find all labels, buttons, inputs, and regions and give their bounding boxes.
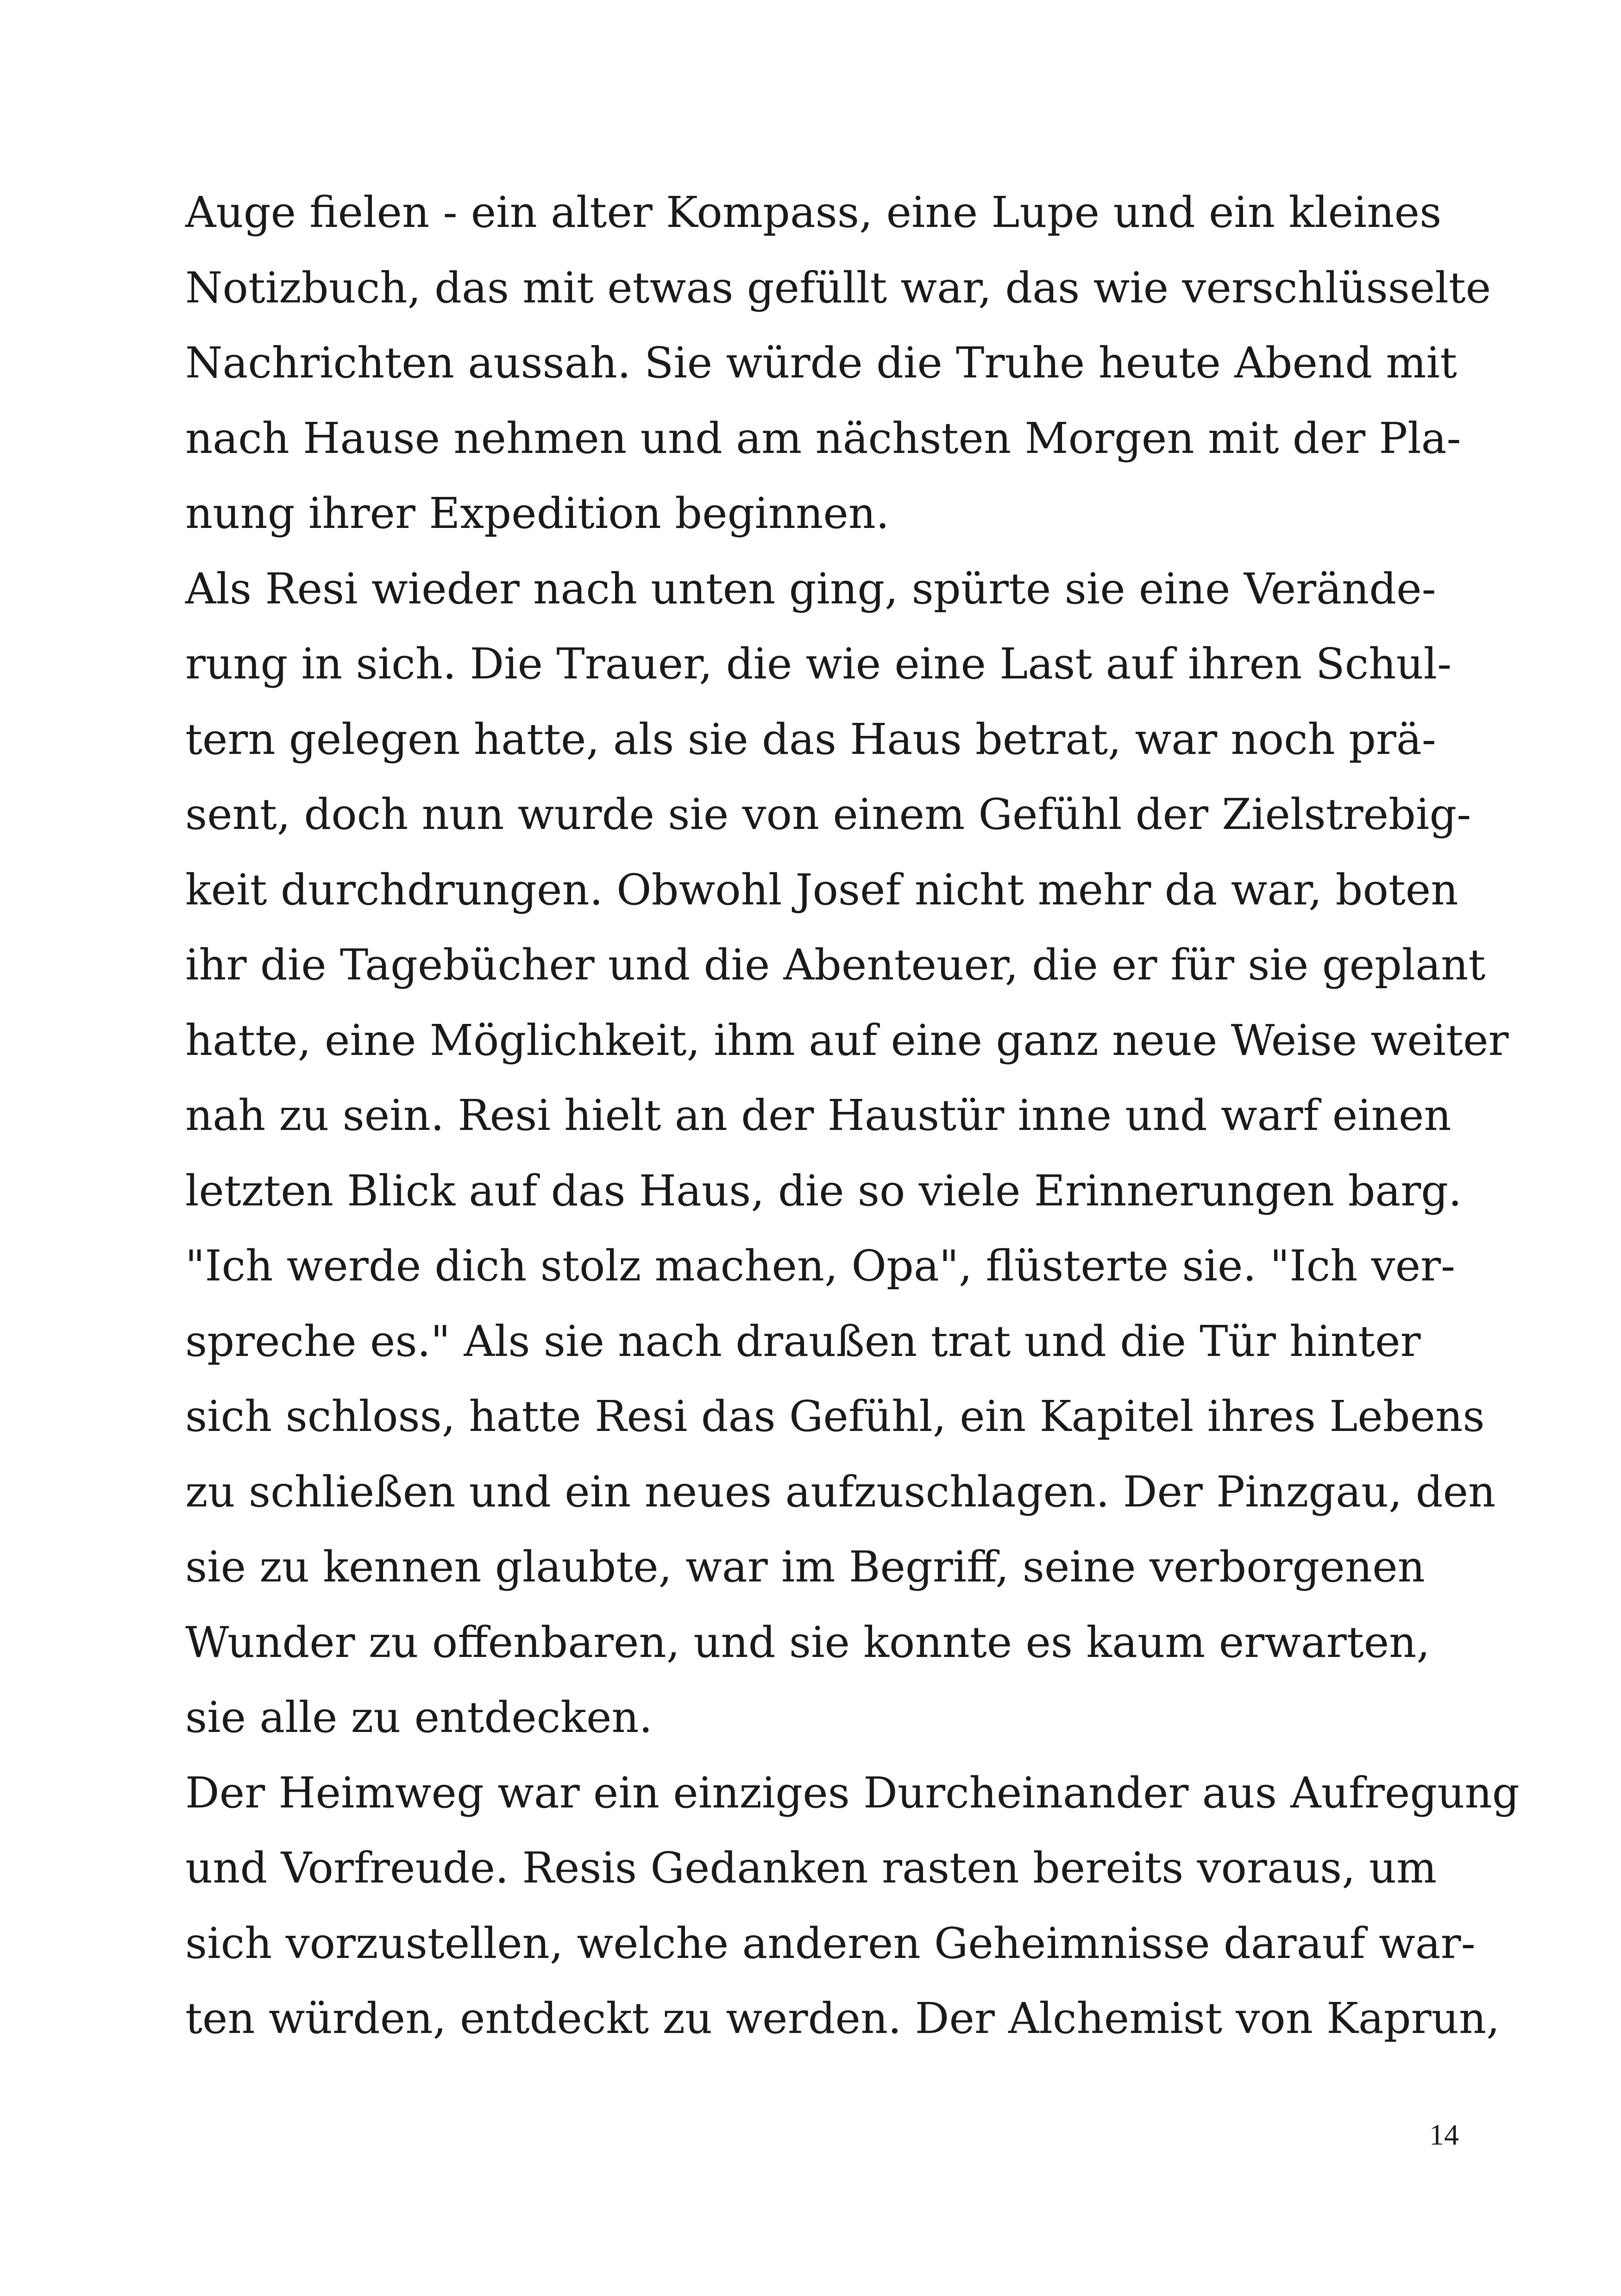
text-line: Wunder zu offenbaren, und sie konnte es kaum erwarten, [185, 1617, 1430, 1667]
text-line: ihr die Tagebücher und die Abenteuer, die er für sie geplant [185, 940, 1486, 990]
text-line: hatte, eine Möglichkeit, ihm auf eine ganz neue Weise weiter [185, 1015, 1509, 1065]
text-line: spreche es." Als sie nach draußen trat und die Tür hinter [185, 1316, 1421, 1366]
text-line: sich vorzustellen, welche anderen Geheimnisse darauf war- [185, 1918, 1476, 1968]
text-line: Der Heimweg war ein einziges Durcheinander aus Aufregung [185, 1768, 1520, 1818]
text-line: Nachrichten aussah. Sie würde die Truhe heute Abend mit [185, 338, 1457, 388]
page-number: 14 [1429, 2118, 1459, 2151]
text-line: sich schloss, hatte Resi das Gefühl, ein Kapitel ihres Lebens [185, 1392, 1485, 1441]
text-line: ten würden, entdeckt zu werden. Der Alchemist von Kaprun, [185, 1994, 1500, 2043]
text-line: Auge fielen - ein alter Kompass, eine Lupe und ein kleines [185, 188, 1442, 237]
text-line: tern gelegen hatte, als sie das Haus betrat, war noch prä- [185, 714, 1436, 764]
text-line: Notizbuch, das mit etwas gefüllt war, das wie verschlüsselte [185, 263, 1491, 313]
text-line: rung in sich. Die Trauer, die wie eine Last auf ihren Schul- [185, 639, 1452, 689]
text-line: sent, doch nun wurde sie von einem Gefühl der Zielstrebig- [185, 790, 1471, 839]
text-line: zu schließen und ein neues aufzuschlagen. Der Pinzgau, den [185, 1467, 1496, 1517]
text-line: nach Hause nehmen und am nächsten Morgen mit der Pla- [185, 413, 1461, 463]
text-line: sie alle zu entdecken. [185, 1693, 653, 1742]
text-line: letzten Blick auf das Haus, die so viele Erinnerungen barg. [185, 1166, 1462, 1216]
text-line: "Ich werde dich stolz machen, Opa", flüsterte sie. "Ich ver- [185, 1241, 1456, 1291]
text-line: und Vorfreude. Resis Gedanken rasten bereits voraus, um [185, 1843, 1437, 1893]
text-line: nah zu sein. Resi hielt an der Haustür inne und warf einen [185, 1091, 1451, 1140]
text-line: sie zu kennen glaubte, war im Begriff, seine verborgenen [185, 1542, 1425, 1592]
text-line: nung ihrer Expedition beginnen. [185, 489, 890, 538]
text-line: keit durchdrungen. Obwohl Josef nicht mehr da war, boten [185, 865, 1458, 915]
body-text [185, 175, 1520, 2057]
text-line: Als Resi wieder nach unten ging, spürte sie eine Verände- [185, 564, 1436, 614]
